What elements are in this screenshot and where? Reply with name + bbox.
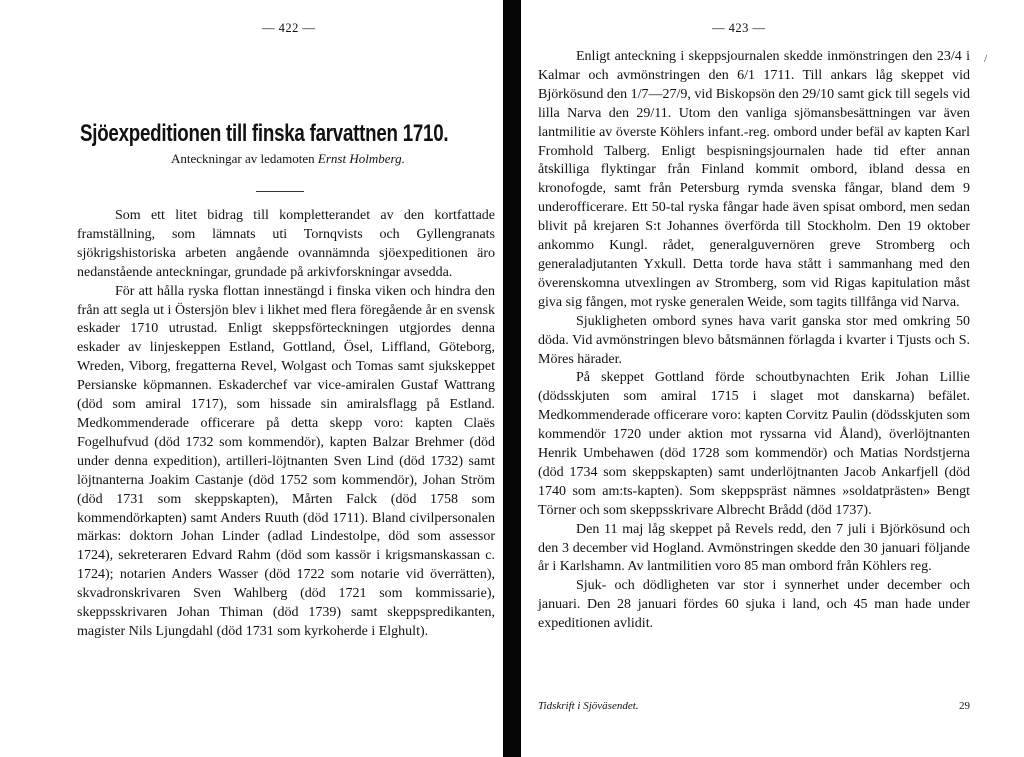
page-number-right: — 423 — bbox=[712, 21, 766, 35]
left-body-text bbox=[77, 207, 495, 642]
footer-journal-title: Tidskrift i Sjöväsendet. bbox=[538, 700, 639, 712]
right-paragraph: Enligt anteckning i skeppsjournalen skedde inmönstringen den 23/4 i Kalmar och avmönstringen den 6/1 1711. Till ankars låg skeppet vid Björkösund den 1/7—27/9, vid Biskopsön den 29/10 samt gick till segels vid lilla Narva den 29/11. Utom den vanliga sjömansbesättningen var även lantmilitie av överste Köhlers infant.-reg. ombord under befäl av kapten Karl Fromhold Talberg. Enligt bespisningsjournalen hade tid efter annan åtskilliga flyktingar från Finland kommit ombord, ibland dessa en kronofogde, samt från Petersburg rymda svenska fångar, bland dem 9 underofficerare. Ett 50-tal ryska fångar hade även spisat ombord, men sedan blivit på krejaren S:t Johannes överförda till Stockholm. Den 19 oktober ankommo Kungl. rådet, generalguvernören greve Stromberg och generaladjutanten Yxkull. Detta torde hava stått i sammanhang med den överenskomna utvexlingen av Stromberg, som vid Rigas kapitulation måst giva sig fången, mot ryske generalen Weide, som tagits tillfånga vid Narva. bbox=[538, 49, 970, 310]
page-footer bbox=[538, 700, 970, 712]
right-paragraph: På skeppet Gottland förde schoutbynachten Erik Johan Lillie (dödsskjuten som amiral 1715 i slaget mot danskarna) befälet. Medkommenderade officerare voro: kapten Corvitz Paulin (dödsskjuten som kommendör 1720 under aktion mot ryssarna vid Åland), överlöjtnanten Henrik Umbehawen (död 1728 som kommendör) och Matias Nordstjerna (död 1734 som skeppskapten) samt underlöjtnanten Jacob Ankarfjell (död 1740 som am:ts-kapten). Som skeppspräst nämnes »soldatprästen» Bengt Törner och som skeppsskrivare Albrecht Brådd (död 1737). bbox=[538, 370, 970, 518]
page-number-left: — 422 — bbox=[262, 21, 316, 35]
footer-page-number: 29 bbox=[959, 700, 970, 712]
right-page bbox=[521, 0, 1024, 757]
right-paragraph: Sjukligheten ombord synes hava varit ganska stor med omkring 50 döda. Vid avmönstringen blevo båtsmännen förlagda i kvarter i Tjusts och S. Möres härader. bbox=[538, 313, 970, 367]
right-paragraph: Den 11 maj låg skeppet på Revels redd, den 7 juli i Björkösund och den 3 december vid Hogland. Avmönstringen skedde den 30 januari följande år i Karlshamn. Av lantmilitien voro 85 man ombord från Köhlers reg. bbox=[538, 521, 970, 575]
left-page bbox=[0, 0, 503, 757]
subtitle-prefix: Anteckningar av ledamoten bbox=[171, 151, 315, 166]
article-subtitle bbox=[171, 151, 405, 167]
right-paragraph: Sjuk- och dödligheten var stor i synnerhet under december och januari. Den 28 januari fördes 60 sjuka i land, och 45 man hade under expeditionen avlidit. bbox=[538, 578, 970, 632]
right-body-text bbox=[538, 48, 970, 634]
title-divider bbox=[256, 191, 304, 192]
subtitle-author: Ernst Holmberg. bbox=[317, 151, 405, 166]
book-gutter bbox=[503, 0, 521, 757]
margin-mark: / bbox=[984, 53, 988, 65]
left-paragraph: För att hålla ryska flottan innestängd i finska viken och hindra den från att segla ut i Östersjön blev i likhet med flera föregående år en svensk eskader 1710 utrustad. Enligt skeppsförteckningen utgjordes denna eskader av linjeskeppen Estland, Gottland, Ösel, Liffland, Göteborg, Wreden, Viborg, fregatterna Revel, Wolgast och Tomas samt sjukskeppet Persianske köpmannen. Eskaderchef var vice-amiralen Gustaf Wattrang (död som amiral 1717), som hissade sin amiralsflagg på Estland. Medkommenderade officerare på detta skepp voro: kapten Claës Fogelhufvud (död 1732 som kommendör), kapten Balzar Brehmer (död under denna expedition), artilleri-löjtnanten Sven Lind (död 1732) samt löjtnanterna Joakim Castanje (död 1752 som kommendör), Johan Ström (död 1731 som skeppskapten), Mårten Falck (död 1758 som kommendörkapten) samt Anders Ruuth (död 1711). Bland civilpersonalen märkas: doktorn Johan Linder (adlad Lindestolpe, död som assessor 1724), sekreteraren Edvard Rahm (död som kassör i krigsmanskassan c. 1724); notarien Anders Wasser (död 1722 som notarie vid överrätten), skvadronskrivaren Sven Wahlberg (död 1721 som kommissarie), skeppsskrivaren Johan Thiman (död 1739) samt skeppspredikanten, magister Nils Ljungdahl (död 1731 som kyrkoherde i Elghult). bbox=[77, 283, 495, 639]
article-title: Sjöexpeditionen till finska farvattnen 1710. bbox=[80, 120, 449, 147]
left-paragraph: Som ett litet bidrag till kompletterandet av den kortfattade framställning, som lämnats uti Tornqvists och Gyllengranats sjökrigshistoriska arbeten angående ovannämnda sjöexpeditionen äro nedanstående anteckningar, grundade på arkivforskningar avsedda. bbox=[77, 208, 495, 280]
